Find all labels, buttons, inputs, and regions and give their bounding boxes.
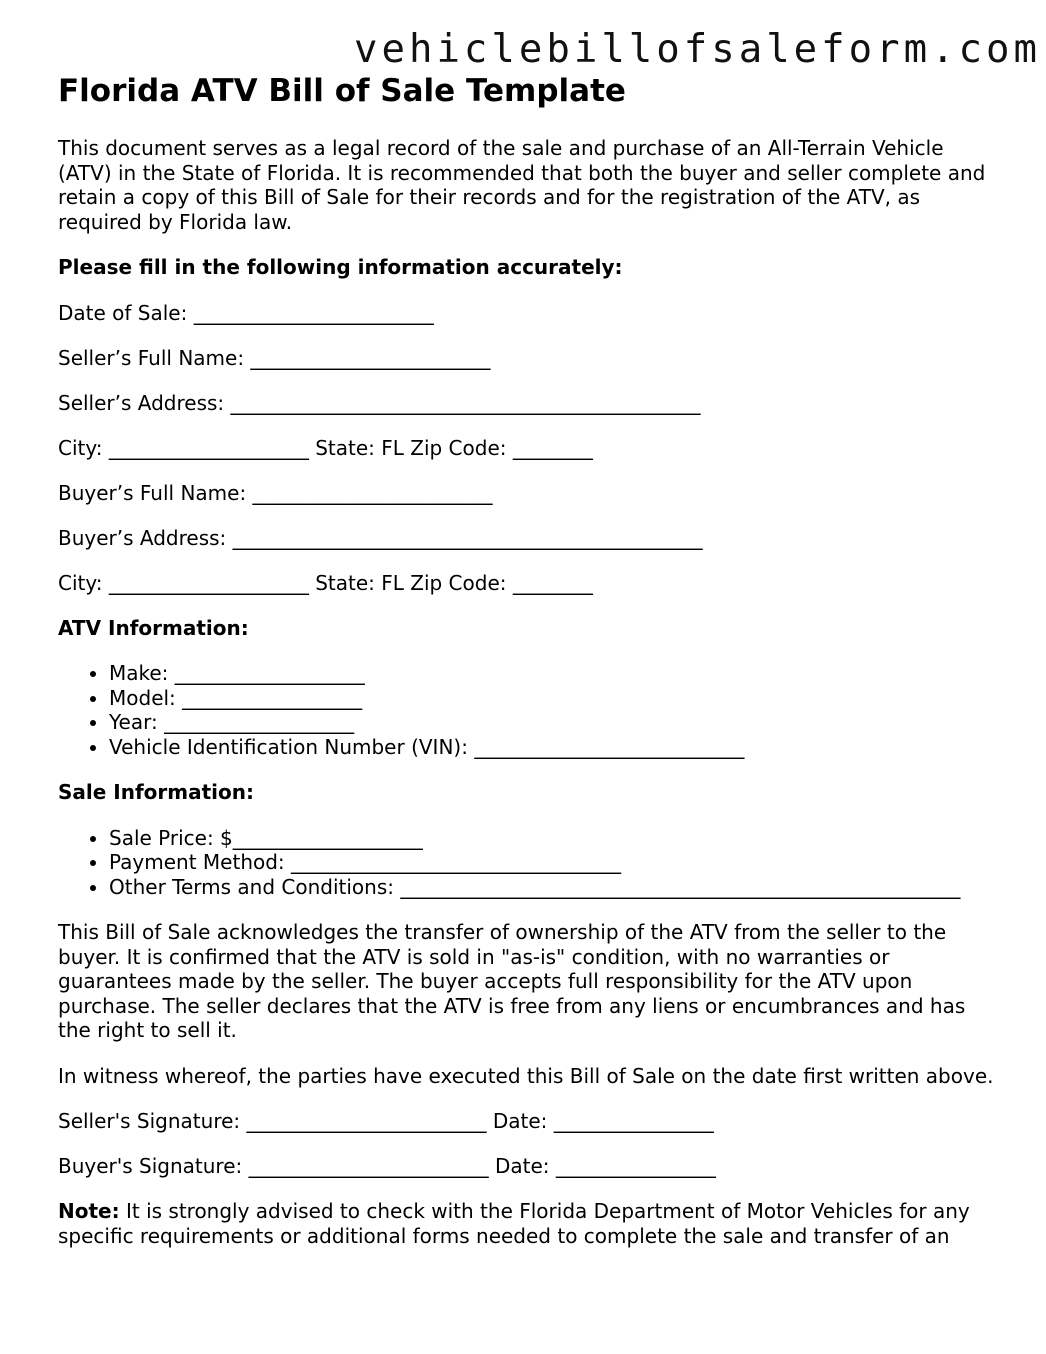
site-watermark: vehiclebillofsaleform.com [354, 27, 1041, 72]
sale-info-heading: Sale Information: [58, 780, 254, 804]
document-title: Florida ATV Bill of Sale Template [58, 73, 626, 109]
atv-info-heading: ATV Information: [58, 615, 249, 640]
note-paragraph [58, 1199, 998, 1248]
seller-name-field: Seller’s Full Name: ________________________ [58, 345, 491, 370]
note-label: Note: [58, 1199, 120, 1223]
intro-paragraph: This document serves as a legal record of the sale and purchase of an All-Terrain Vehicle (ATV) in the State of Florida. It is recommended that both the buyer and seller complete and retain a copy of this Bill of Sale for their records and for the registration of the ATV, as required by Florida law. [58, 136, 986, 234]
atv-model-item: • Model: __________________ [109, 686, 998, 711]
payment-method-item: • Payment Method: _________________________________ [109, 850, 998, 875]
acknowledgement-paragraph: This Bill of Sale acknowledges the transfer of ownership of the ATV from the seller to the buyer. It is confirmed that the ATV is sold in "as-is" condition, with no warranties or guarantees made by the seller. The buyer accepts full responsibility for the ATV upon purchase. The seller declares that the ATV is free from any liens or encumbrances and has the right to sell it. [58, 920, 966, 1042]
witness-paragraph: In witness whereof, the parties have executed this Bill of Sale on the date first written above. [58, 1063, 994, 1088]
buyer-address-field: Buyer’s Address: _______________________________________________ [58, 525, 703, 550]
seller-city-state-zip-field: City: ____________________ State: FL Zip Code: ________ [58, 435, 593, 460]
date-of-sale-field: Date of Sale: ________________________ [58, 300, 434, 325]
other-terms-item: • Other Terms and Conditions: ________________________________________________________ [109, 875, 998, 900]
seller-address-field: Seller’s Address: _______________________________________________ [58, 390, 701, 415]
buyer-name-field: Buyer’s Full Name: ________________________ [58, 480, 493, 505]
instruction-heading: Please fill in the following information accurately: [58, 255, 623, 279]
sale-info-list [58, 826, 998, 900]
buyer-signature-line: Buyer's Signature: ________________________ Date: ________________ [58, 1154, 716, 1178]
sale-price-item: • Sale Price: $___________________ [109, 826, 998, 851]
document-body [58, 70, 998, 1269]
seller-signature-line: Seller's Signature: ________________________ Date: ________________ [58, 1109, 714, 1133]
atv-vin-item: • Vehicle Identification Number (VIN): ___________________________ [109, 735, 998, 760]
atv-year-item: • Year: ___________________ [109, 710, 998, 735]
atv-info-list [58, 661, 998, 759]
atv-make-item: • Make: ___________________ [109, 661, 998, 686]
buyer-city-state-zip-field: City: ____________________ State: FL Zip Code: ________ [58, 570, 593, 595]
note-text: It is strongly advised to check with the Florida Department of Motor Vehicles for any specific requirements or additional forms needed to complete the sale and transfer of an [58, 1199, 970, 1248]
